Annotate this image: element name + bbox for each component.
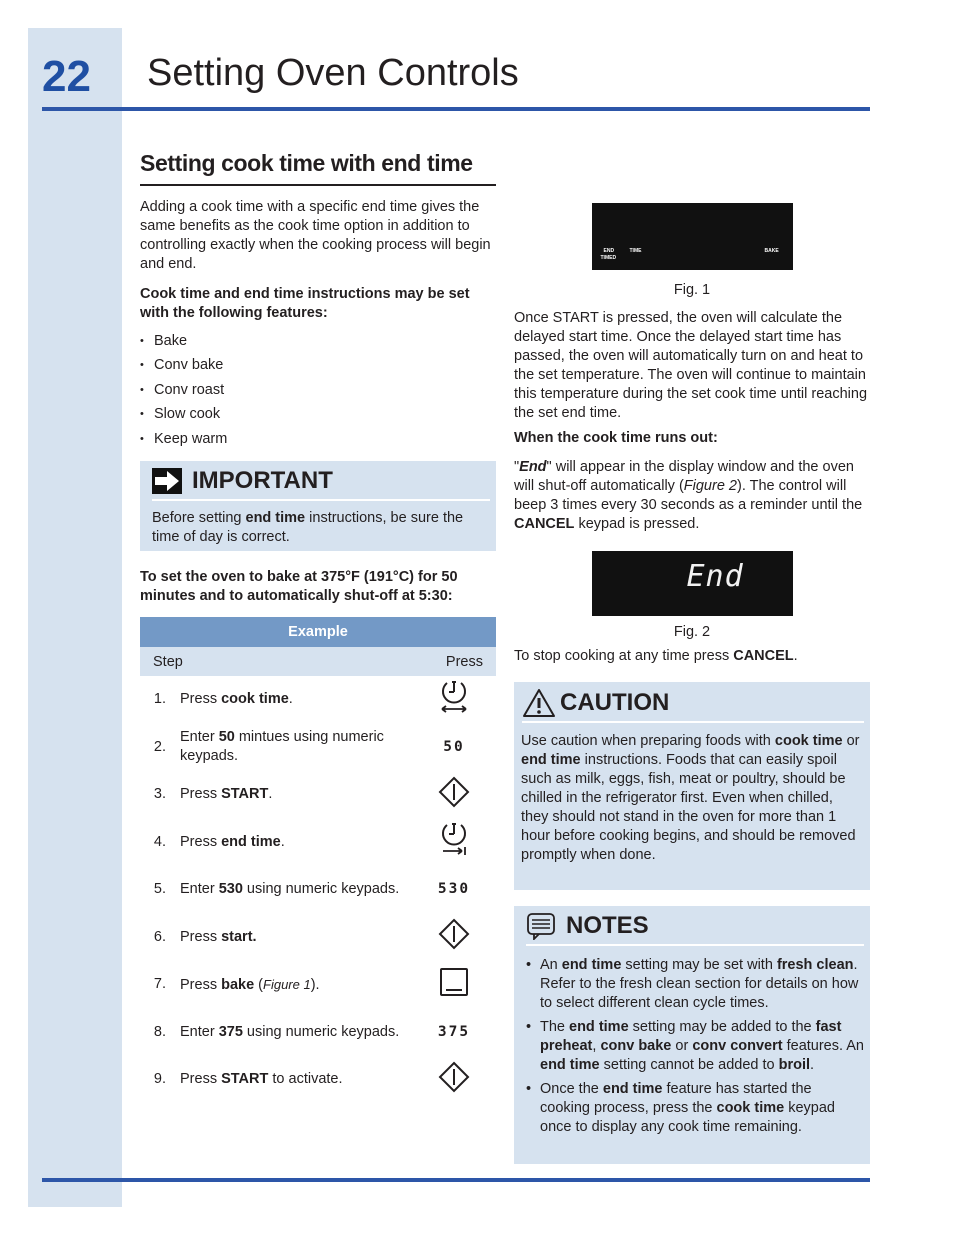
table-row: 5. Enter 530 using numeric keypads. 530 (140, 866, 496, 914)
table-row: 8. Enter 375 using numeric keypads. 375 (140, 1009, 496, 1057)
important-box (140, 461, 496, 551)
list-item: • An end time setting may be set with fresh clean. Refer to the fresh clean section for details on how to select different clean cycle times. (520, 956, 864, 1013)
display-label-timed: TIMED (600, 255, 617, 261)
caution-header (522, 688, 864, 723)
notes-label: NOTES (566, 912, 649, 939)
notes-list (520, 956, 864, 1137)
table-row: 3. Press START. (140, 771, 496, 819)
intro-paragraph: Adding a cook time with a specific end time gives the same benefits as the cook time option in addition to controlling exactly when the cooking process will begin and end. (140, 199, 491, 272)
left-column (140, 150, 496, 1104)
list-item: • Once the end time feature has started the cooking process, press the cook time keypad once to display any cook time remaining. (520, 1080, 864, 1137)
list-item: • Slow cook (140, 402, 496, 426)
display-label-end: END (603, 248, 615, 254)
col-press: Press (412, 647, 496, 676)
col-step: Step (140, 647, 412, 676)
notepad-icon (526, 912, 556, 940)
section-heading: Setting cook time with end time (140, 150, 496, 186)
fig1-display (592, 203, 793, 270)
caution-text: Use caution when preparing foods with cook time or end time instructions. Foods that can easily spoil such as milk, eggs, fish, meat or poultry, should be chilled in the refrigerator first. Even when chilled, they should not stand in the oven for more than 1 hour before cooking begins, and should be removed promptly when done. (521, 733, 860, 863)
end-time-clock-icon (438, 821, 470, 857)
fig1-caption: Fig. 1 (673, 282, 711, 298)
right-column (514, 200, 870, 666)
delayed-start-paragraph: Once START is pressed, the oven will calculate the delayed start time. Once the delayed start time has passed, the oven will automatically turn on and heat to the set temperature. The oven will continue to maintain this temperature during the set cook time until reaching the set end time. (514, 310, 868, 421)
digits-50: 50 (443, 738, 465, 755)
fig2-caption: Fig. 2 (673, 624, 711, 640)
bake-square-icon (438, 966, 470, 998)
display-label-bake: BAKE (764, 248, 779, 254)
digits-530: 530 (437, 881, 471, 898)
bottom-rule (42, 1178, 870, 1182)
fig2-display (592, 551, 793, 616)
features-heading: Cook time and end time instructions may be set with the following features: (140, 286, 470, 321)
list-item: • Keep warm (140, 427, 496, 451)
start-diamond-icon (438, 1061, 470, 1093)
table-row: 2. Enter 50 mintues using numeric keypads. 50 (140, 724, 496, 772)
start-diamond-icon (438, 776, 470, 808)
cook-time-clock-icon (438, 679, 470, 715)
table-row: 1. Press cook time. (140, 676, 496, 724)
warning-triangle-icon (522, 688, 556, 718)
runs-out-heading: When the cook time runs out: (514, 430, 718, 446)
list-item: • Bake (140, 329, 496, 353)
stop-paragraph: To stop cooking at any time press CANCEL. (514, 648, 798, 664)
list-item: • The end time setting may be added to the fast preheat, conv bake or conv convert features. An end time setting cannot be added to broil. (520, 1018, 864, 1075)
table-title: Example (140, 617, 496, 647)
page-number: 22 (42, 52, 91, 101)
table-row: 7. Press bake (Figure 1). (140, 961, 496, 1009)
list-item: • Conv bake (140, 353, 496, 377)
top-rule (42, 107, 870, 111)
caution-box (514, 682, 870, 890)
table-row: 9. Press START to activate. (140, 1056, 496, 1104)
arrow-right-icon (152, 468, 182, 494)
digits-375: 375 (437, 1023, 471, 1040)
example-table (140, 617, 496, 1104)
table-header-row (140, 647, 496, 676)
important-header (152, 467, 490, 501)
start-diamond-icon (438, 918, 470, 950)
page-title: Setting Oven Controls (147, 52, 519, 94)
sidebar-band (28, 28, 122, 1207)
features-list (140, 329, 496, 451)
display-label-time: TIME (629, 248, 642, 254)
table-row: 6. Press start. (140, 914, 496, 962)
table-row: 4. Press end time. (140, 819, 496, 867)
runs-out-paragraph: "End" will appear in the display window and the oven will shut-off automatically (Figure 2). The control will beep 3 times every 30 seconds as a reminder until the CANCEL keypad is pressed. (514, 459, 863, 532)
instructions-heading: To set the oven to bake at 375°F (191°C) for 50 minutes and to automatically shut-off at 5:30: (140, 569, 458, 605)
important-text: Before setting end time instructions, be sure the time of day is correct. (152, 510, 464, 546)
notes-box (514, 906, 870, 1164)
display-end-text: End (686, 559, 744, 594)
list-item: • Conv roast (140, 378, 496, 402)
notes-header (526, 912, 864, 946)
caution-label: CAUTION (560, 689, 670, 716)
important-label: IMPORTANT (192, 467, 333, 495)
